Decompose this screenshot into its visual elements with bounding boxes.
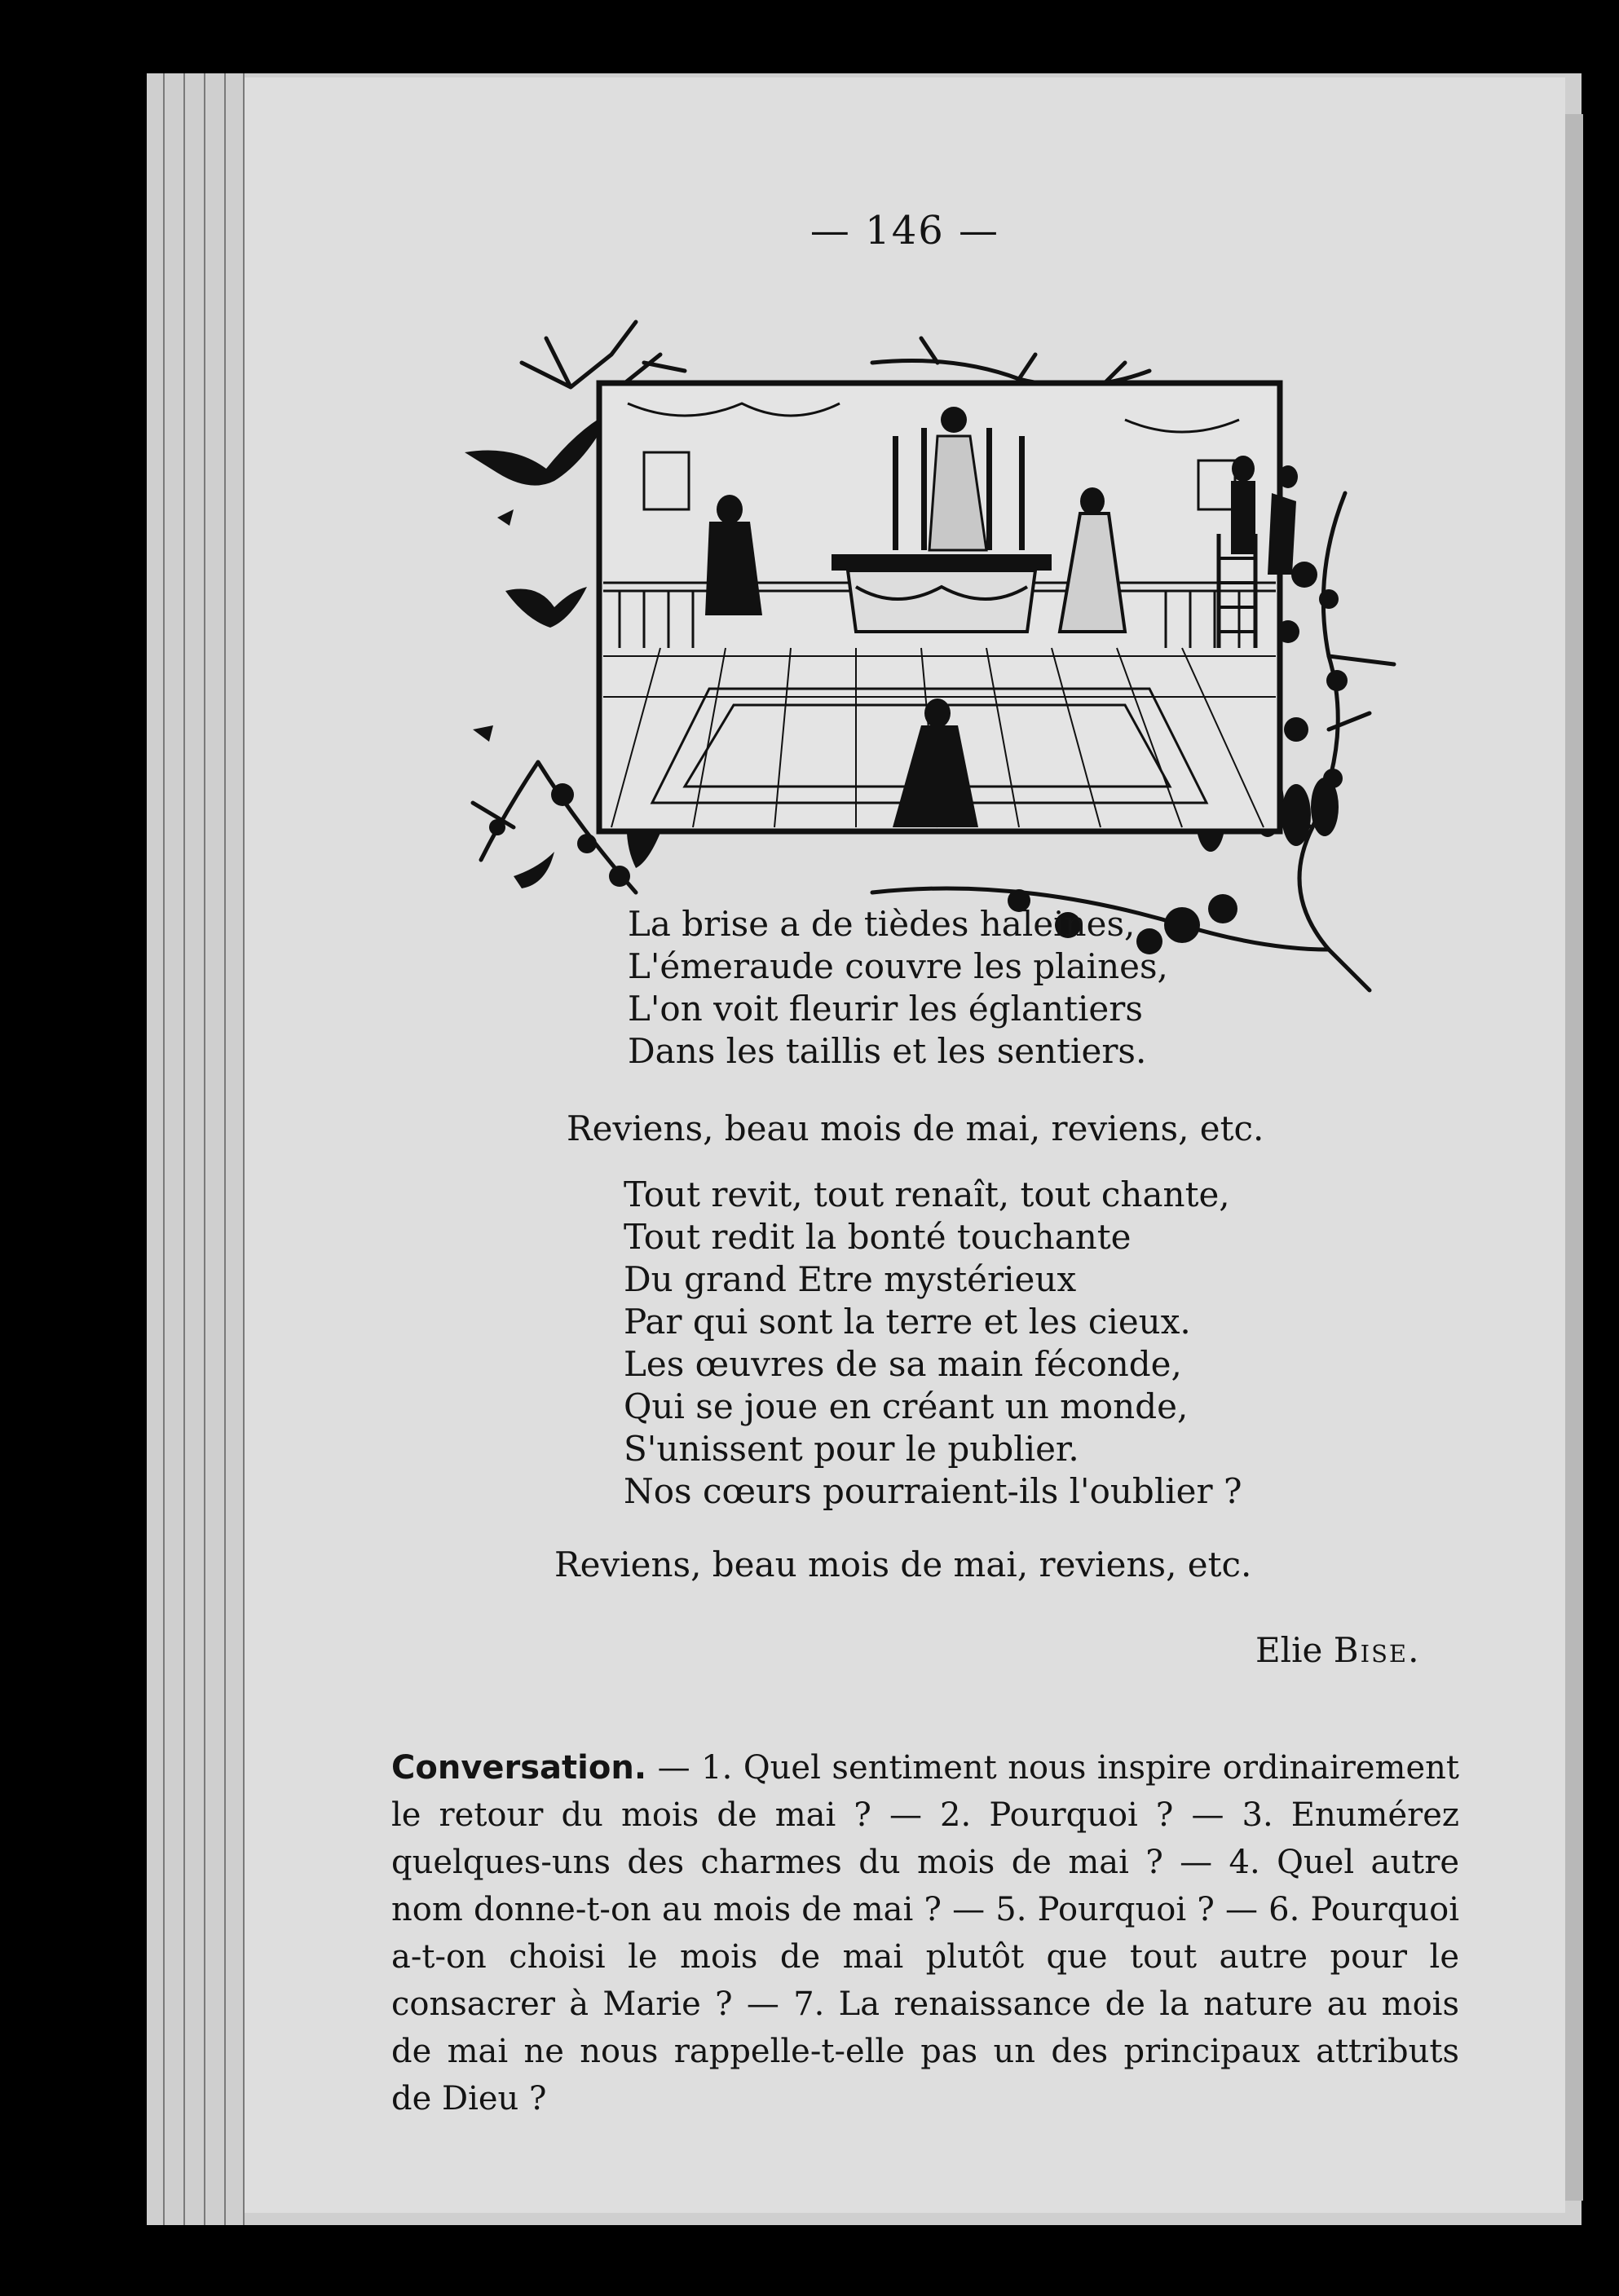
verse-line: Par qui sont la terre et les cieux.: [624, 1302, 1191, 1342]
book-right-edge: [1565, 114, 1583, 2201]
verse-line: Tout revit, tout renaît, tout chante,: [624, 1174, 1230, 1214]
verse-line: L'on voit fleurir les églantiers: [628, 989, 1143, 1029]
verse-line: S'unissent pour le publier.: [624, 1429, 1079, 1469]
verse-line: Dans les taillis et les sentiers.: [628, 1031, 1147, 1071]
page-number: — 146 —: [810, 208, 1000, 253]
verse-line: Qui se joue en créant un monde,: [624, 1386, 1189, 1426]
book-page: [245, 77, 1565, 2213]
poem-stanza-1: [628, 903, 1168, 1073]
verse-line: Du grand Etre mystérieux: [624, 1259, 1077, 1299]
conversation-text: — 1. Quel sentiment nous inspire ordinairement le retour du mois de mai ? — 2. Pourquoi ? — 3. Enumérez quelques-uns des charmes du mois de mai ? — 4. Quel autre nom donne-t-on au mois de mai ? — 5. Pourquoi ? — 6. Pourquoi a-t-on choisi le mois de mai plutôt que tout autre pour le consacrer à Marie ? — 7. La renaissance de la nature au mois de mai ne nous rappelle-t-elle pas un des principaux attributs de Dieu ?: [391, 1749, 1459, 2118]
verse-line: Les œuvres de sa main féconde,: [624, 1344, 1182, 1384]
poem-refrain-1: Reviens, beau mois de mai, reviens, etc.: [567, 1108, 1264, 1148]
poem-refrain-2: Reviens, beau mois de mai, reviens, etc.: [554, 1545, 1252, 1584]
poem-stanza-2: [624, 1174, 1242, 1513]
verse-line: La brise a de tièdes haleines,: [628, 904, 1136, 944]
verse-line: Nos cœurs pourraient-ils l'oublier ?: [624, 1471, 1242, 1511]
verse-line: L'émeraude couvre les plaines,: [628, 946, 1168, 986]
conversation-label: Conversation.: [391, 1749, 647, 1787]
conversation-questions: [391, 1744, 1459, 2122]
author-last-name: Bise.: [1333, 1630, 1421, 1670]
verse-line: Tout redit la bonté touchante: [624, 1217, 1132, 1257]
author-signature: [1255, 1630, 1420, 1670]
author-first-name: Elie: [1255, 1630, 1323, 1670]
